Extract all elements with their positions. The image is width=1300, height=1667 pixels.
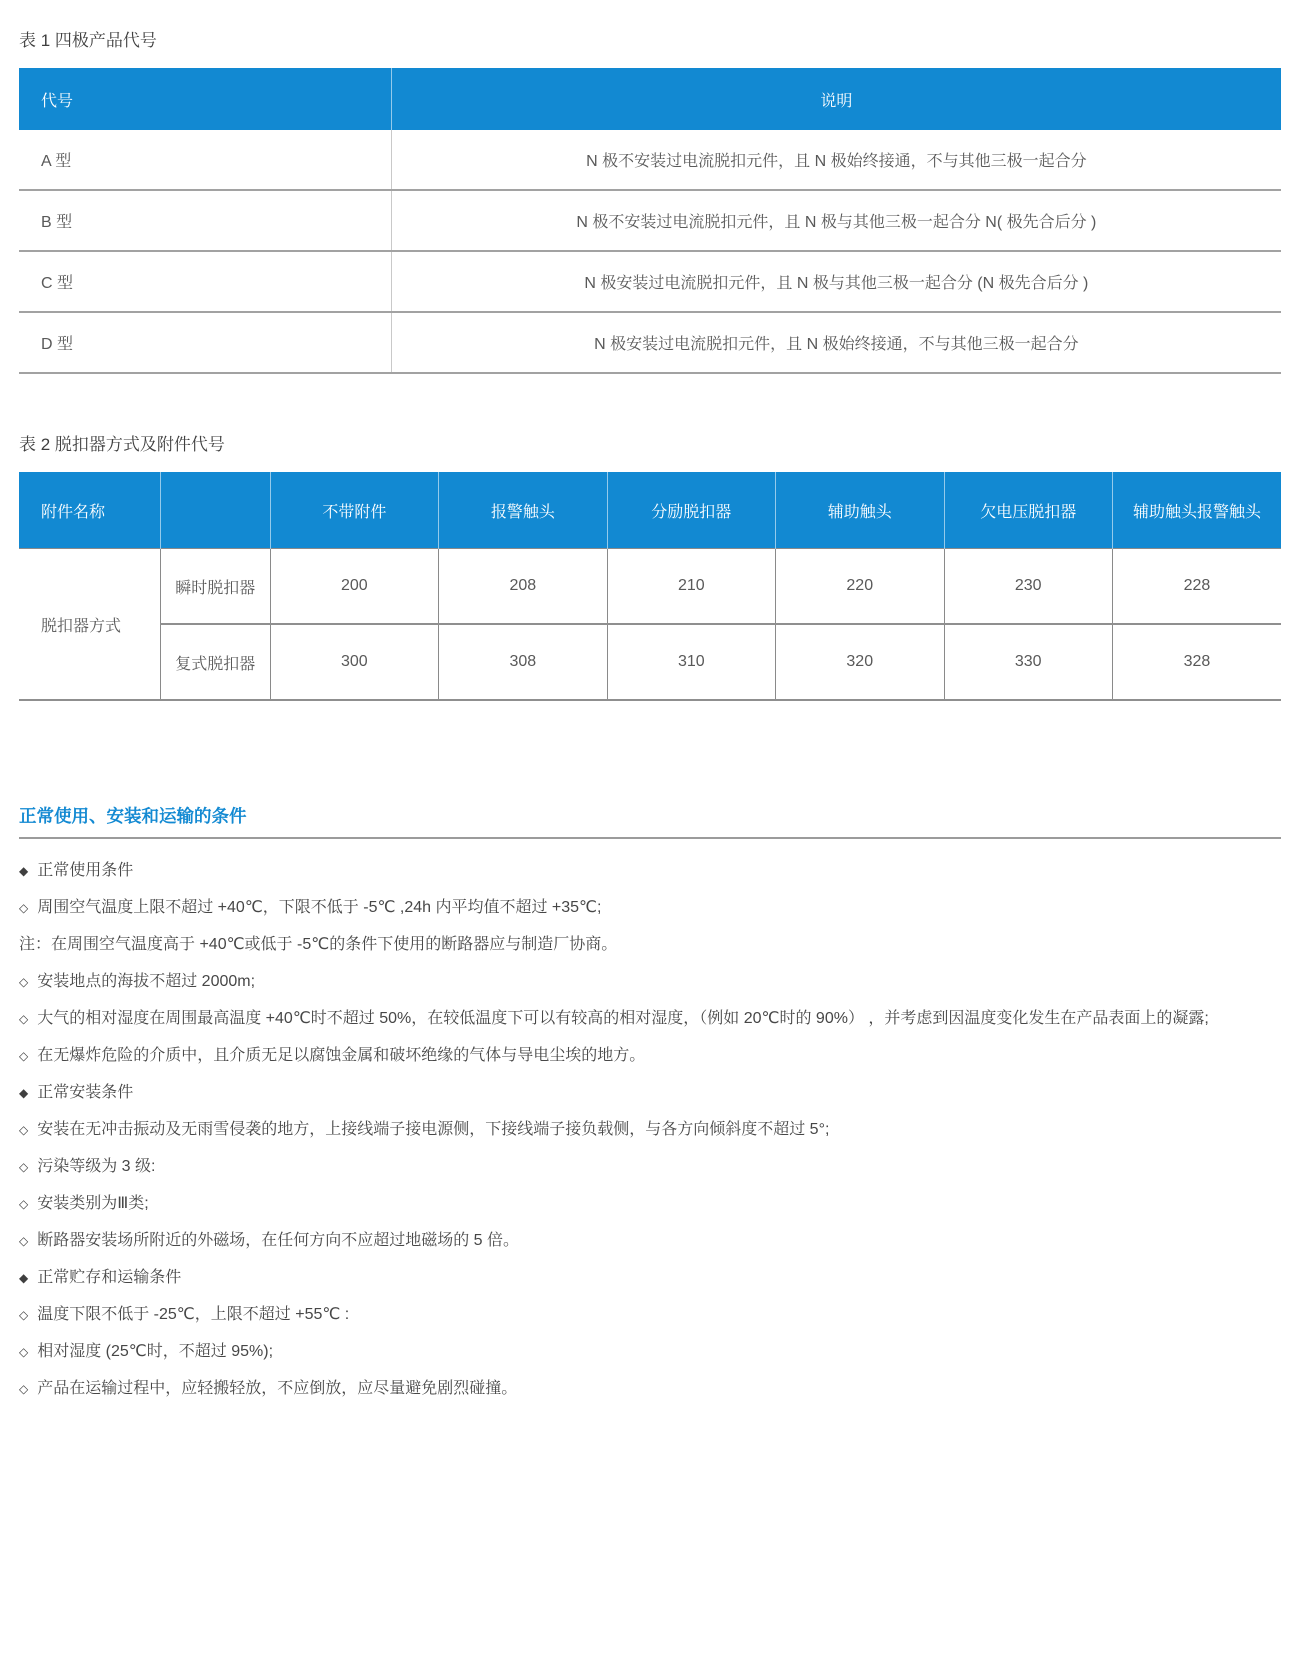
condition-text: 安装类别为Ⅲ类; bbox=[37, 1195, 149, 1212]
conditions-section bbox=[19, 803, 1281, 1405]
table2-cell: 208 bbox=[439, 549, 607, 625]
table2-header-aux-alarm-contact: 辅助触头报警触头 bbox=[1112, 472, 1281, 549]
diamond-bullet-icon: ◇ bbox=[19, 1012, 29, 1026]
table1-cell-description: N 极安装过电流脱扣元件，且 N 极与其他三极一起合分 (N 极先合后分 ) bbox=[391, 251, 1281, 312]
table-row bbox=[19, 624, 1281, 700]
table2-cell: 210 bbox=[607, 549, 775, 625]
table2-row-label: 复式脱扣器 bbox=[160, 624, 270, 700]
condition-text: 断路器安装场所附近的外磁场，在任何方向不应超过地磁场的 5 倍。 bbox=[37, 1232, 520, 1249]
table2-header-no-accessory: 不带附件 bbox=[270, 472, 438, 549]
diamond-bullet-icon: ◇ bbox=[19, 901, 29, 915]
table-row bbox=[19, 251, 1281, 312]
condition-text: 注：在周围空气温度高于 +40℃或低于 -5℃的条件下使用的断路器应与制造厂协商。 bbox=[19, 936, 618, 953]
diamond-bullet-icon: ◇ bbox=[19, 975, 29, 989]
table2-header-auxiliary-contact: 辅助触头 bbox=[776, 472, 944, 549]
table1-cell-code: D 型 bbox=[19, 312, 391, 373]
table-trip-unit-accessory-codes bbox=[19, 472, 1281, 701]
table1-cell-description: N 极不安装过电流脱扣元件，且 N 极与其他三极一起合分 N( 极先合后分 ) bbox=[391, 190, 1281, 251]
table2-cell: 330 bbox=[944, 624, 1112, 700]
list-item bbox=[19, 855, 1281, 887]
condition-text: 安装地点的海拔不超过 2000m; bbox=[37, 973, 256, 990]
condition-text: 相对湿度 (25℃时，不超过 95%); bbox=[37, 1343, 274, 1360]
table-row bbox=[19, 312, 1281, 373]
table2-header-accessory-name: 附件名称 bbox=[19, 472, 160, 549]
list-item bbox=[19, 1003, 1281, 1035]
condition-text: 温度下限不低于 -25℃，上限不超过 +55℃ : bbox=[37, 1306, 350, 1323]
table1-title: 表 1 四极产品代号 bbox=[19, 31, 157, 50]
table2-cell: 230 bbox=[944, 549, 1112, 625]
condition-text: 在无爆炸危险的介质中，且介质无足以腐蚀金属和破坏绝缘的气体与导电尘埃的地方。 bbox=[37, 1047, 646, 1064]
table1-cell-code: B 型 bbox=[19, 190, 391, 251]
list-item bbox=[19, 929, 1281, 961]
diamond-bullet-icon: ◇ bbox=[19, 1234, 29, 1248]
diamond-bullet-icon: ◇ bbox=[19, 1123, 29, 1137]
condition-text: 安装在无冲击振动及无雨雪侵袭的地方，上接线端子接电源侧，下接线端子接负载侧，与各方向倾斜度不超过 5°; bbox=[37, 1121, 830, 1138]
table1-header-row bbox=[19, 68, 1281, 130]
condition-text: 正常使用条件 bbox=[37, 862, 134, 879]
table2-cell: 328 bbox=[1112, 624, 1281, 700]
condition-text: 产品在运输过程中，应轻搬轻放，不应倒放，应尽量避免剧烈碰撞。 bbox=[37, 1380, 518, 1397]
table2-cell: 308 bbox=[439, 624, 607, 700]
list-item bbox=[19, 1188, 1281, 1220]
section-heading: 正常使用、安装和运输的条件 bbox=[19, 803, 1281, 839]
diamond-bullet-icon: ◆ bbox=[19, 1271, 29, 1285]
table-row bbox=[19, 549, 1281, 625]
diamond-bullet-icon: ◇ bbox=[19, 1160, 29, 1174]
list-item bbox=[19, 1373, 1281, 1405]
table2-title: 表 2 脱扣器方式及附件代号 bbox=[19, 435, 225, 454]
condition-text: 周围空气温度上限不超过 +40℃，下限不低于 -5℃ ,24h 内平均值不超过 +35℃; bbox=[37, 899, 602, 916]
list-item bbox=[19, 966, 1281, 998]
list-item bbox=[19, 1151, 1281, 1183]
diamond-bullet-icon: ◇ bbox=[19, 1197, 29, 1211]
table2-row-label: 瞬时脱扣器 bbox=[160, 549, 270, 625]
table2-header-row bbox=[19, 472, 1281, 549]
condition-text: 污染等级为 3 级: bbox=[37, 1158, 156, 1175]
table-row bbox=[19, 130, 1281, 190]
table2-cell: 200 bbox=[270, 549, 438, 625]
table2-cell: 220 bbox=[776, 549, 944, 625]
table2-group-label: 脱扣器方式 bbox=[19, 549, 160, 701]
condition-text: 正常贮存和运输条件 bbox=[37, 1269, 182, 1286]
condition-text: 正常安装条件 bbox=[37, 1084, 134, 1101]
list-item bbox=[19, 892, 1281, 924]
list-item bbox=[19, 1299, 1281, 1331]
table2-header-shunt-release: 分励脱扣器 bbox=[607, 472, 775, 549]
list-item bbox=[19, 1114, 1281, 1146]
diamond-bullet-icon: ◆ bbox=[19, 864, 29, 878]
list-item bbox=[19, 1077, 1281, 1109]
table1-cell-description: N 极不安装过电流脱扣元件，且 N 极始终接通，不与其他三极一起合分 bbox=[391, 130, 1281, 190]
table-four-pole-codes bbox=[19, 68, 1281, 374]
table1-cell-code: A 型 bbox=[19, 130, 391, 190]
list-item bbox=[19, 1262, 1281, 1294]
diamond-bullet-icon: ◇ bbox=[19, 1382, 29, 1396]
list-item bbox=[19, 1336, 1281, 1368]
conditions-list bbox=[19, 855, 1281, 1405]
table2-cell: 310 bbox=[607, 624, 775, 700]
diamond-bullet-icon: ◇ bbox=[19, 1308, 29, 1322]
table1-cell-code: C 型 bbox=[19, 251, 391, 312]
diamond-bullet-icon: ◇ bbox=[19, 1049, 29, 1063]
table1-header-description: 说明 bbox=[391, 68, 1281, 130]
table-row bbox=[19, 190, 1281, 251]
diamond-bullet-icon: ◆ bbox=[19, 1086, 29, 1100]
table2-header-undervoltage-release: 欠电压脱扣器 bbox=[944, 472, 1112, 549]
condition-text: 大气的相对湿度在周围最高温度 +40℃时不超过 50%，在较低温度下可以有较高的相对湿度，（例如 20℃时的 90%） ，并考虑到因温度变化发生在产品表面上的凝露; bbox=[37, 1010, 1209, 1027]
table1-cell-description: N 极安装过电流脱扣元件，且 N 极始终接通，不与其他三极一起合分 bbox=[391, 312, 1281, 373]
list-item bbox=[19, 1225, 1281, 1257]
table2-cell: 228 bbox=[1112, 549, 1281, 625]
table2-cell: 320 bbox=[776, 624, 944, 700]
table1-header-code: 代号 bbox=[19, 68, 391, 130]
list-item bbox=[19, 1040, 1281, 1072]
diamond-bullet-icon: ◇ bbox=[19, 1345, 29, 1359]
table2-cell: 300 bbox=[270, 624, 438, 700]
table2-header-alarm-contact: 报警触头 bbox=[439, 472, 607, 549]
table2-header-blank bbox=[160, 472, 270, 549]
